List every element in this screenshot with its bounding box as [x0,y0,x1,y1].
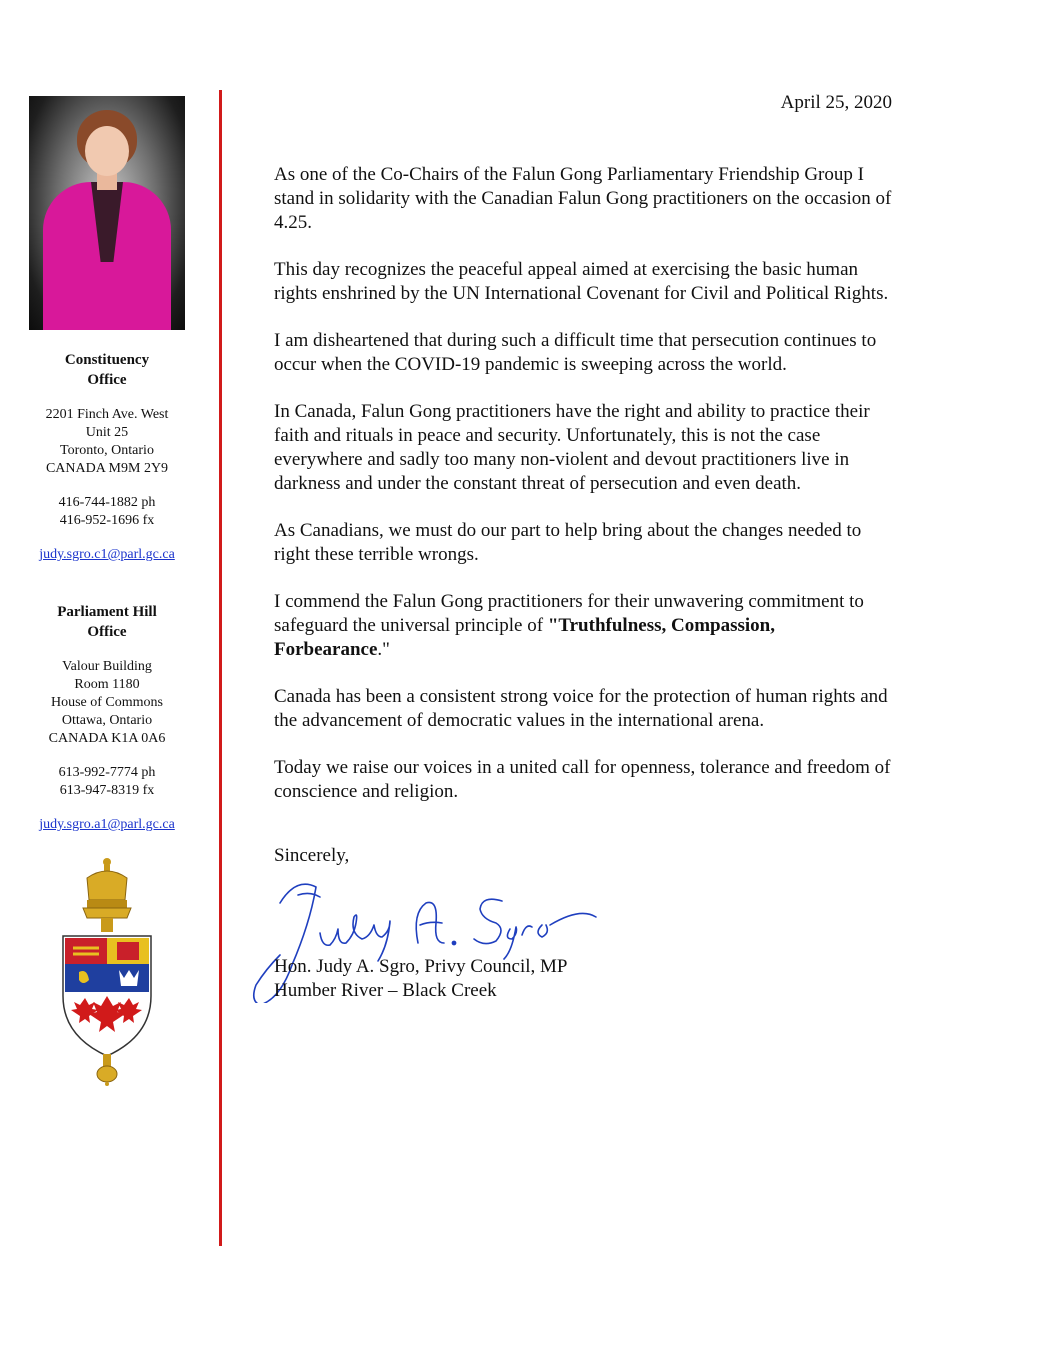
letter-closing: Sincerely, [274,845,350,866]
parliament-phone: 613-992-7774 ph [58,765,156,780]
letter-paragraph: Today we raise our voices in a united call for openness, tolerance and freedom of conscience and religion. [274,757,891,802]
constituency-email-link[interactable]: judy.sgro.c1@parl.gc.ca [39,547,175,562]
red-divider-rule [219,90,222,1246]
letter-paragraph-commend: I commend the Falun Gong practitioners for their unwavering commitment to safeguard the universal principle of "Truthfulness, Compassion, Forbearance." [274,591,864,660]
constituency-phone: 416-744-1882 ph [58,495,156,510]
parliament-phone-fax [22,764,192,800]
parliament-office-heading: Parliament Hill Office [57,604,157,640]
letter-body [274,163,894,1003]
constituency-fax: 416-952-1696 fx [59,513,155,528]
signer-riding: Humber River – Black Creek [274,980,497,1001]
signer-block [274,955,894,1003]
letter-paragraph: As one of the Co-Chairs of the Falun Gong Parliamentary Friendship Group I stand in solidarity with the Canadian Falun Gong practitioners on the occasion of 4.25. [274,164,892,233]
letter-paragraph: This day recognizes the peaceful appeal aimed at exercising the basic human rights enshrined by the UN International Covenant for Civil and Political Rights. [274,259,889,304]
parliament-address: Valour Building Room 1180 House of Commons Ottawa, Ontario CANADA K1A 0A6 [48,659,166,746]
constituency-address: 2201 Finch Ave. West Unit 25 Toronto, Ontario CANADA M9M 2Y9 [45,407,169,476]
house-of-commons-mace-emblem-icon [57,856,157,1086]
letter-paragraph: In Canada, Falun Gong practitioners have the right and ability to practice their faith and rituals in peace and security. Unfortunately, this is not the case everywhere and sadly too many non-violent and devout practitioners live in darkness and under the constant threat of persecution and even death. [274,401,870,494]
signer-name: Hon. Judy A. Sgro, Privy Council, MP [274,956,568,977]
constituency-phone-fax [22,494,192,530]
principle-bold-text: "Truthfulness, Compassion, Forbearance [274,615,775,660]
letter-paragraph: Canada has been a consistent strong voice for the protection of human rights and the advancement of democratic values in the international arena. [274,686,888,731]
letterhead-sidebar [22,96,192,1086]
letter-paragraph: I am disheartened that during such a difficult time that persecution continues to occur when the COVID-19 pandemic is sweeping across the world. [274,330,877,375]
letter-paragraph: As Canadians, we must do our part to help bring about the changes needed to right these terrible wrongs. [274,520,862,565]
letter-date: April 25, 2020 [780,92,892,113]
portrait-photo [29,96,185,330]
parliament-fax: 613-947-8319 fx [59,783,155,798]
parliament-email-link[interactable]: judy.sgro.a1@parl.gc.ca [39,817,175,832]
constituency-office-heading: Constituency Office [64,352,150,388]
